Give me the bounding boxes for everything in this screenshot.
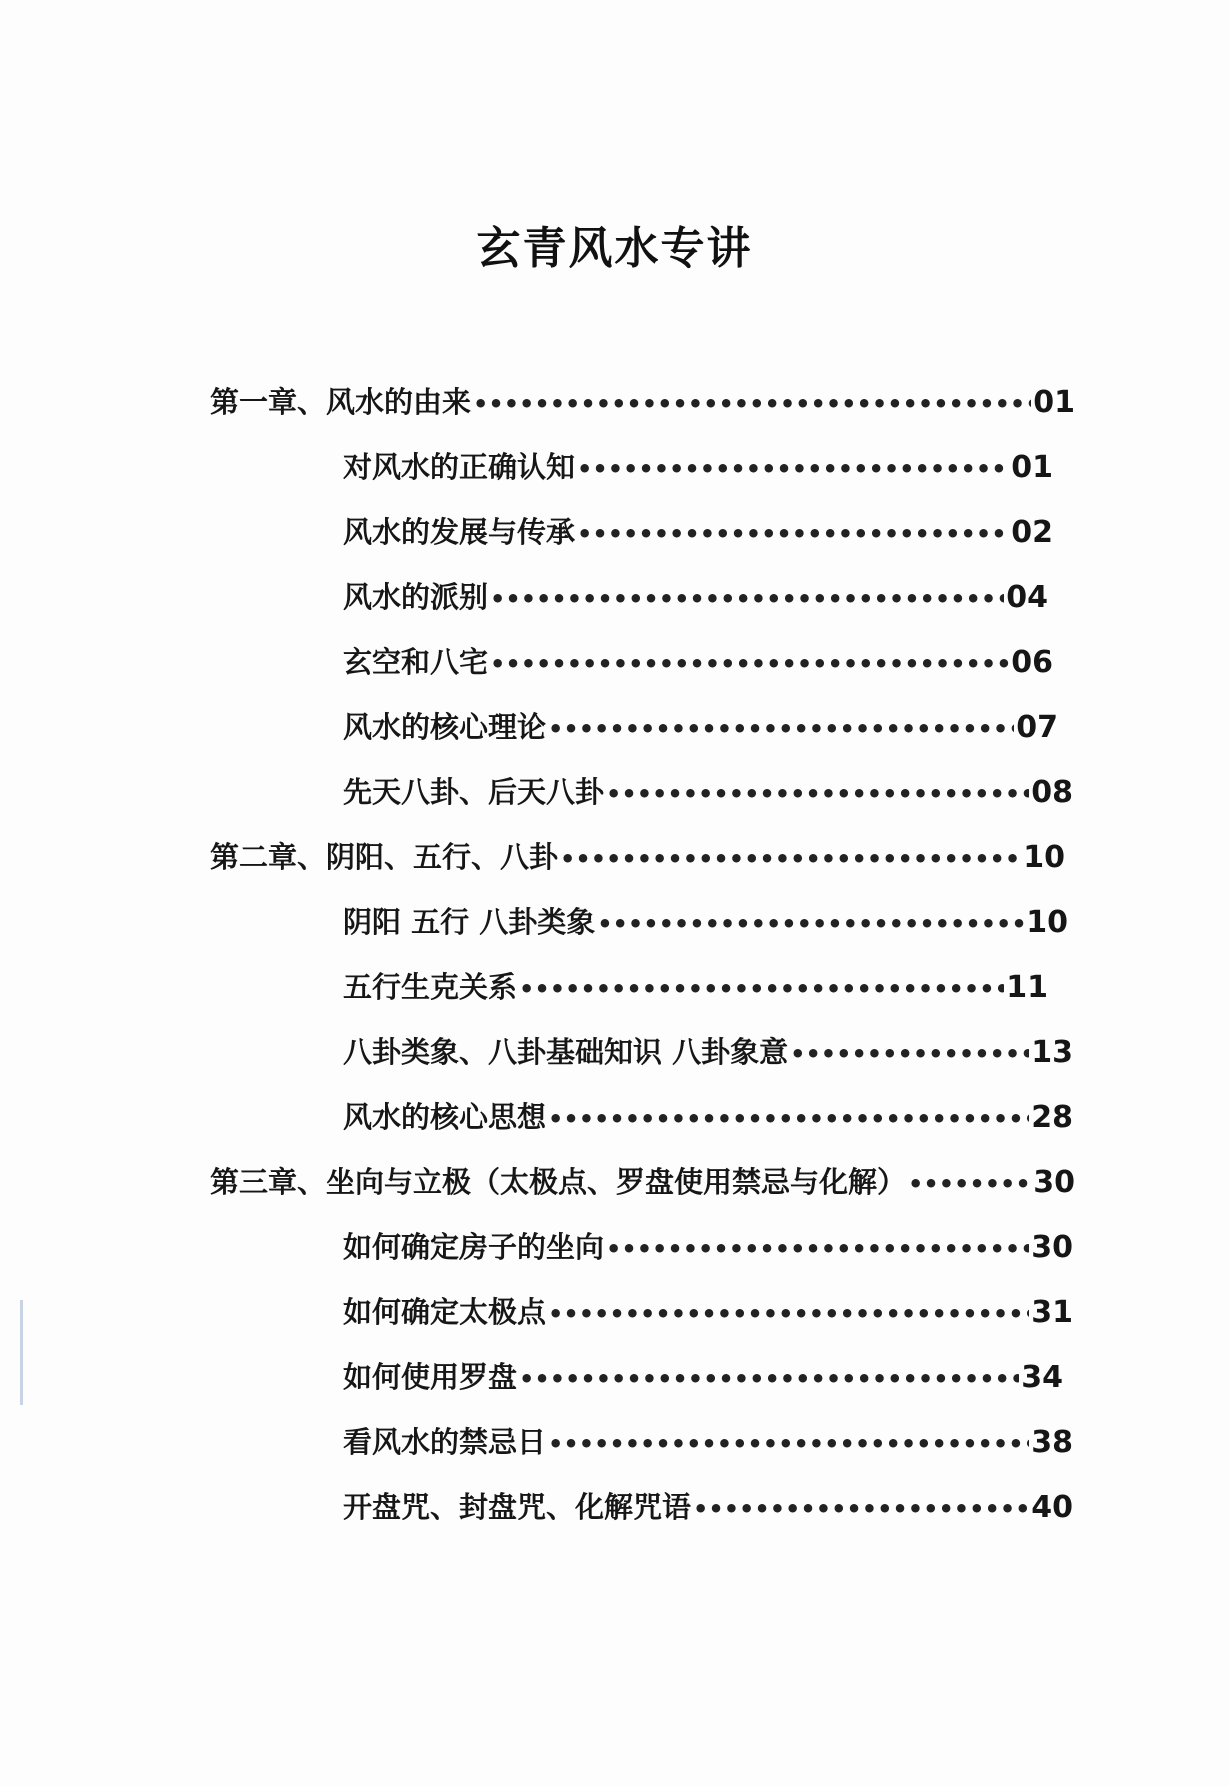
toc-entry-page: 13 <box>1031 1035 1073 1070</box>
toc-entry-label: 风水的核心思想 <box>343 1100 547 1134</box>
toc-entry-page: 31 <box>1031 1295 1073 1330</box>
toc-entry-page: 01 <box>1011 450 1053 485</box>
toc-entry-label: 看风水的禁忌日 <box>343 1425 547 1459</box>
toc-entry-page: 28 <box>1031 1100 1073 1135</box>
toc-entry-label: 如何使用罗盘 <box>343 1360 518 1394</box>
toc-entry-label: 五行生克关系 <box>343 970 518 1004</box>
toc-entry[interactable] <box>343 575 1048 615</box>
toc-entry-page: 30 <box>1031 1230 1073 1265</box>
toc-entry-page: 07 <box>1016 710 1058 745</box>
toc-entry[interactable] <box>210 1160 1075 1200</box>
dot-leader <box>790 1040 1029 1068</box>
toc-entry-label: 风水的发展与传承 <box>343 515 576 549</box>
toc-entry-page: 08 <box>1031 775 1073 810</box>
toc-entry[interactable] <box>210 835 1065 875</box>
toc-entry[interactable] <box>343 705 1058 745</box>
dot-leader <box>577 455 1009 483</box>
toc-entry-label: 对风水的正确认知 <box>343 450 576 484</box>
toc-entry[interactable] <box>343 445 1053 485</box>
toc-entry[interactable] <box>343 900 1068 940</box>
toc-entry-page: 40 <box>1031 1490 1073 1525</box>
dot-leader <box>577 520 1009 548</box>
dot-leader <box>548 715 1014 743</box>
dot-leader <box>490 585 1004 613</box>
toc-entry-page: 10 <box>1023 840 1065 875</box>
toc-entry[interactable] <box>343 1290 1073 1330</box>
toc-entry[interactable] <box>210 380 1075 420</box>
dot-leader <box>597 910 1024 938</box>
toc-entry-page: 30 <box>1033 1165 1075 1200</box>
toc-entry-page: 38 <box>1031 1425 1073 1460</box>
document-title: 玄青风水专讲 <box>476 223 753 274</box>
toc-entry[interactable] <box>343 1095 1073 1135</box>
toc-entry-label: 风水的核心理论 <box>343 710 547 744</box>
dot-leader <box>490 650 1009 678</box>
toc-entry-label: 阴阳 五行 八卦类象 <box>343 905 596 939</box>
toc-entry-label: 八卦类象、八卦基础知识 八卦象意 <box>343 1035 789 1069</box>
toc-entry-label: 如何确定房子的坐向 <box>343 1230 605 1264</box>
toc-entry[interactable] <box>343 1420 1073 1460</box>
toc-entry-label: 风水的派别 <box>343 580 489 614</box>
toc-entry-label: 第一章、风水的由来 <box>210 385 472 419</box>
dot-leader <box>560 845 1021 873</box>
toc-entry-label: 先天八卦、后天八卦 <box>343 775 605 809</box>
dot-leader <box>548 1430 1029 1458</box>
toc-entry-label: 开盘咒、封盘咒、化解咒语 <box>343 1490 692 1524</box>
toc-entry-page: 10 <box>1026 905 1068 940</box>
toc-entry[interactable] <box>343 965 1048 1005</box>
toc-entry-label: 如何确定太极点 <box>343 1295 547 1329</box>
dot-leader <box>519 975 1004 1003</box>
toc-entry[interactable] <box>343 770 1073 810</box>
toc-entry-page: 01 <box>1033 385 1075 420</box>
dot-leader <box>693 1495 1029 1523</box>
dot-leader <box>606 780 1029 808</box>
dot-leader <box>606 1235 1029 1263</box>
toc-entry-page: 11 <box>1006 970 1048 1005</box>
dot-leader <box>519 1365 1019 1393</box>
toc-entry[interactable] <box>343 1355 1063 1395</box>
toc-entry[interactable] <box>343 640 1053 680</box>
dot-leader <box>548 1300 1029 1328</box>
dot-leader <box>473 390 1031 418</box>
toc-entry-page: 02 <box>1011 515 1053 550</box>
toc-entry-page: 34 <box>1021 1360 1063 1395</box>
toc-entry-label: 第二章、阴阳、五行、八卦 <box>210 840 559 874</box>
dot-leader <box>908 1170 1031 1198</box>
dot-leader <box>548 1105 1029 1133</box>
toc-entry[interactable] <box>343 1485 1073 1525</box>
toc-entry[interactable] <box>343 510 1053 550</box>
toc-entry[interactable] <box>343 1030 1073 1070</box>
toc-entry-label: 第三章、坐向与立极（太极点、罗盘使用禁忌与化解） <box>210 1165 907 1199</box>
toc-entry-page: 06 <box>1011 645 1053 680</box>
toc-entry-label: 玄空和八宅 <box>343 645 489 679</box>
toc-entry[interactable] <box>343 1225 1073 1265</box>
toc-entry-page: 04 <box>1006 580 1048 615</box>
page-edge-mark <box>20 1300 23 1405</box>
